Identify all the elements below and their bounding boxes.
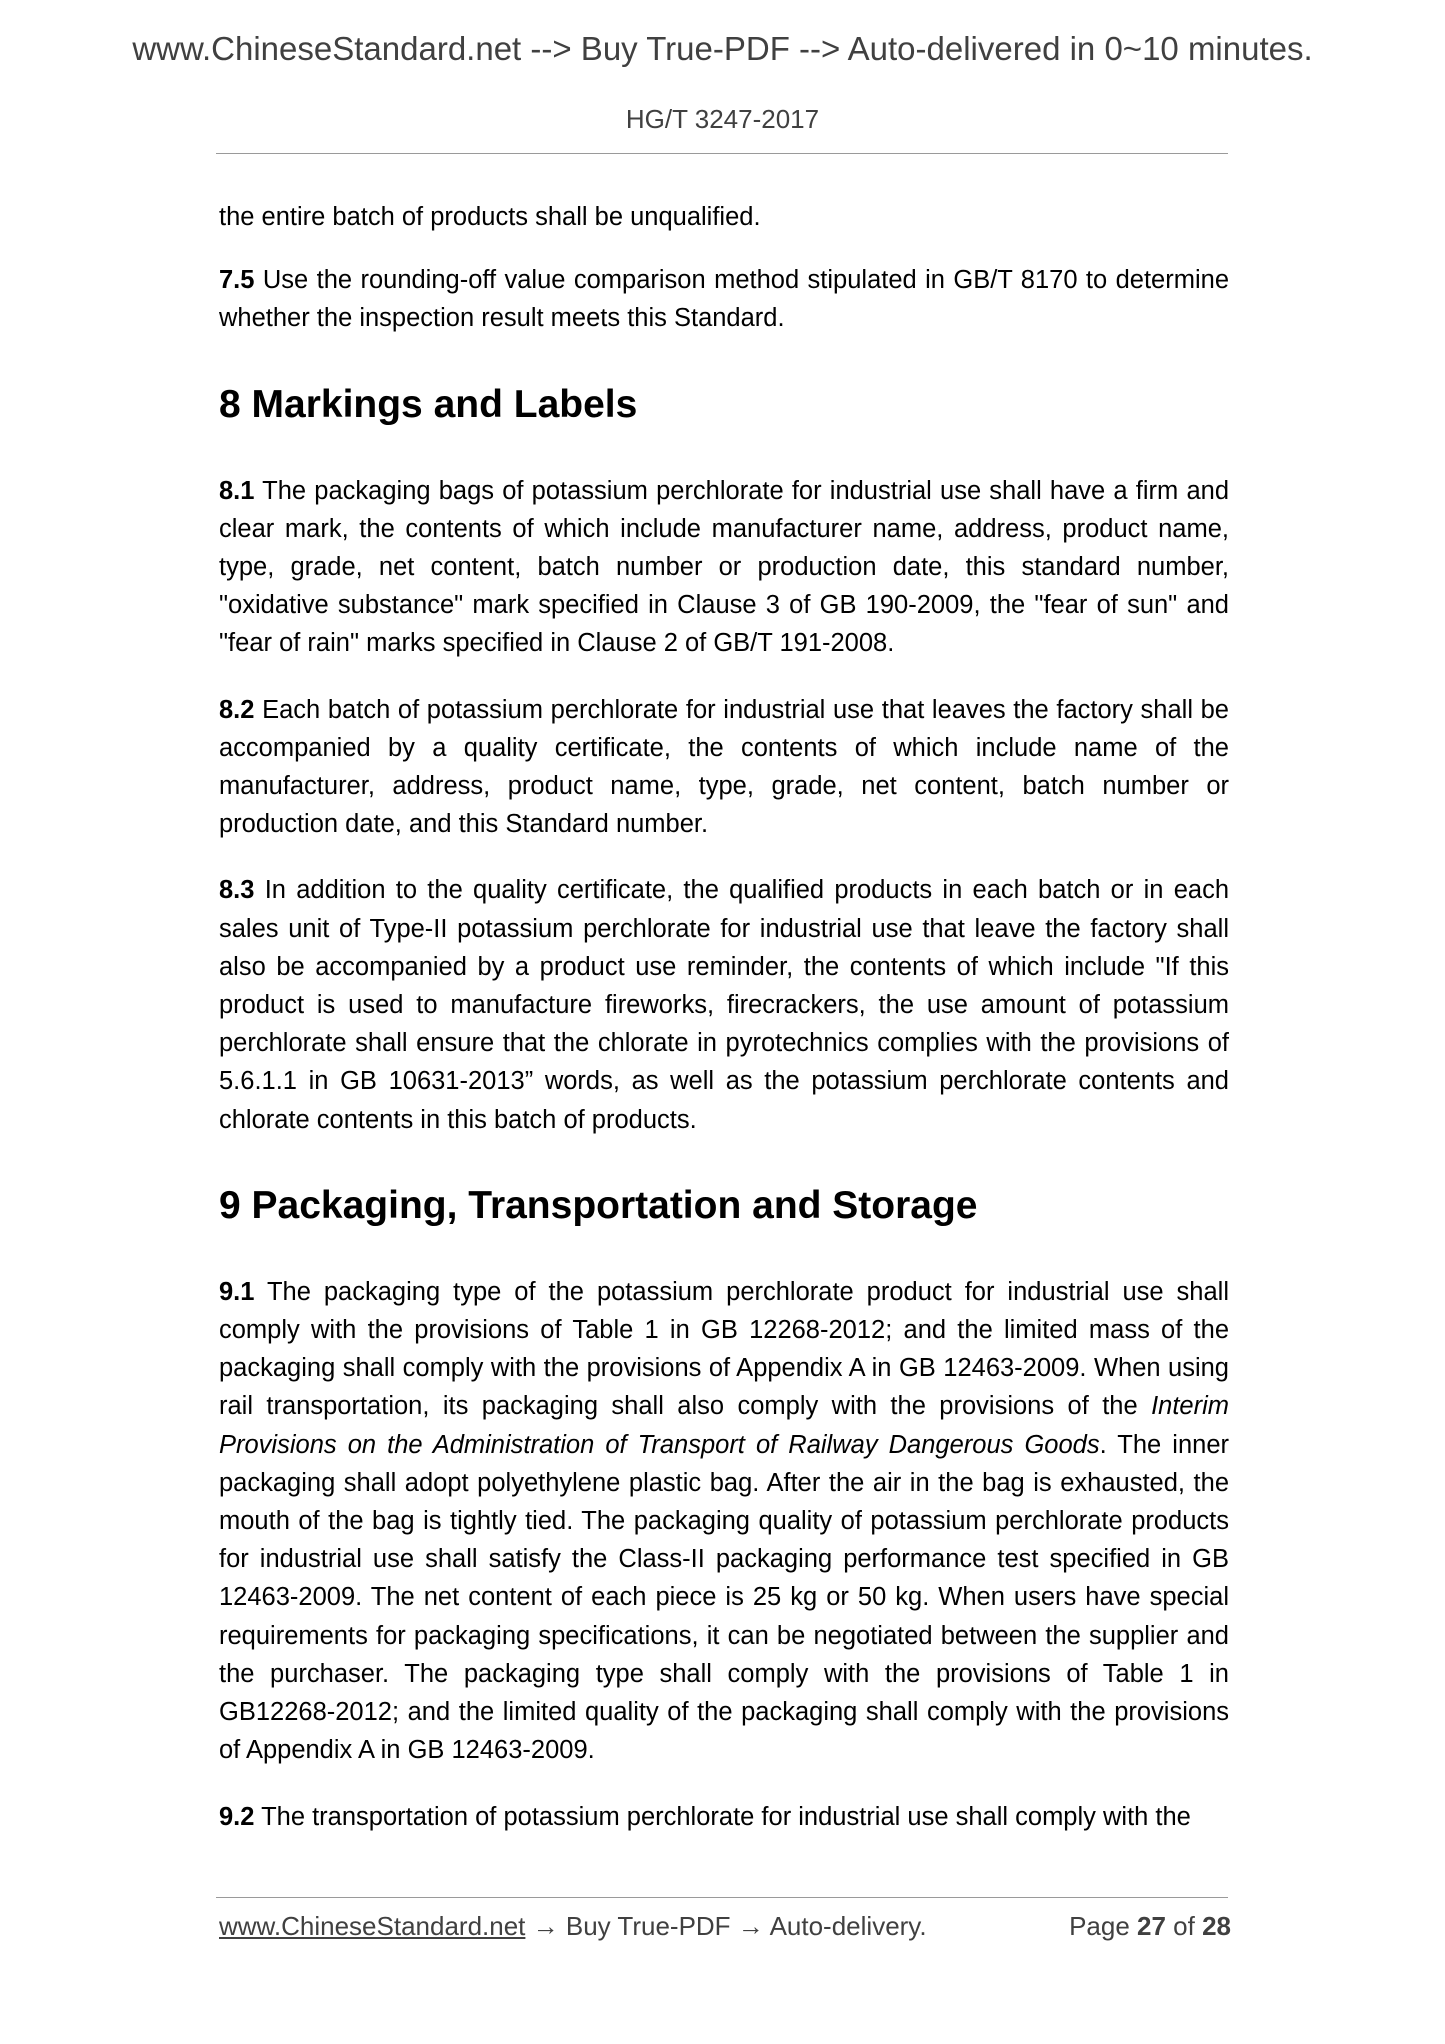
clause-number: 8.2 <box>219 695 255 724</box>
site-banner: www.ChineseStandard.net --> Buy True-PDF --> Auto-delivered in 0~10 minutes. <box>132 30 1313 67</box>
footer-promo <box>219 1911 927 1942</box>
regulation-title: Interim Provisions on the Administration of Transport of Railway Dangerous Goods <box>219 1392 1229 1459</box>
clause-9-1 <box>219 1273 1229 1770</box>
clause-number: 9.2 <box>219 1802 255 1831</box>
clause-7-5 <box>219 261 1229 337</box>
clause-text: The packaging bags of potassium perchlorate for industrial use shall have a firm and clear mark, the contents of which include manufacturer name, address, product name, type, grade, net content, batch number or production date, this standard number, "oxidative substance" mark specified in Clause 3 of GB 190-2009, the "fear of sun" and "fear of rain" marks specified in Clause 2 of GB/T 191-2008. <box>219 476 1229 658</box>
page-label: Page <box>1069 1911 1138 1941</box>
clause-8-1 <box>219 472 1229 663</box>
clause-text: Use the rounding-off value comparison method stipulated in GB/T 8170 to determine whether the inspection result meets this Standard. <box>219 266 1229 333</box>
section-heading-9: 9 Packaging, Transportation and Storage <box>219 1183 978 1227</box>
clause-text: . The inner packaging shall adopt polyethylene plastic bag. After the air in the bag is exhausted, the mouth of the bag is tightly tied. The packaging quality of potassium perchlorate products for industrial use shall satisfy the Class-II packaging performance test specified in GB 12463-2009. The net content of each piece is 25 kg or 50 kg. When users have special requirements for packaging specifications, it can be negotiated between the supplier and the purchaser. The packaging type shall comply with the provisions of Table 1 in GB12268-2012; and the limited quality of the packaging shall comply with the provisions of Appendix A in GB 12463-2009. <box>219 1430 1229 1765</box>
clause-number: 7.5 <box>219 266 255 295</box>
clause-number: 8.1 <box>219 476 255 505</box>
current-page-number: 27 <box>1137 1911 1166 1941</box>
footer-promo-text: → Buy True-PDF → Auto-delivery. <box>525 1911 927 1941</box>
clause-text: The packaging type of the potassium perchlorate product for industrial use shall comply with the provisions of Table 1 in GB 12268-2012; and the limited mass of the packaging shall comply with the provisions of Appendix A in GB 12463-2009. When using rail transportation, its packaging shall also comply with the provisions of the <box>219 1277 1229 1421</box>
header-divider <box>216 153 1228 154</box>
clause-text: The transportation of potassium perchlorate for industrial use shall comply with the <box>254 1802 1191 1831</box>
clause-9-2 <box>219 1798 1229 1836</box>
document-id: HG/T 3247-2017 <box>625 104 820 134</box>
clause-text: In addition to the quality certificate, the qualified products in each batch or in each sales unit of Type-II potassium perchlorate for industrial use that leave the factory shall also be accompanied by a product use reminder, the contents of which include "If this product is used to manufacture fireworks, firecrackers, the use amount of potassium perchlorate shall ensure that the chlorate in pyrotechnics complies with the provisions of 5.6.1.1 in GB 10631-2013” words, as well as the potassium perchlorate contents and chlorate contents in this batch of products. <box>219 876 1229 1134</box>
page-of-label: of <box>1165 1911 1203 1941</box>
clause-8-2 <box>219 691 1229 844</box>
page-content <box>219 198 1229 1864</box>
page-indicator <box>1069 1911 1231 1942</box>
clause-8-3 <box>219 871 1229 1138</box>
footer-divider <box>216 1897 1228 1898</box>
paragraph-continuation: the entire batch of products shall be unqualified. <box>219 203 761 231</box>
footer-site-link[interactable]: www.ChineseStandard.net <box>219 1911 526 1941</box>
clause-number: 8.3 <box>219 876 255 905</box>
section-heading-8: 8 Markings and Labels <box>219 382 638 426</box>
total-page-number: 28 <box>1202 1911 1231 1941</box>
clause-number: 9.1 <box>219 1277 255 1306</box>
clause-text: Each batch of potassium perchlorate for industrial use that leaves the factory shall be accompanied by a quality certificate, the contents of which include name of the manufacturer, address, product name, type, grade, net content, batch number or production date, and this Standard number. <box>219 695 1229 839</box>
page-footer <box>219 1911 1231 1951</box>
